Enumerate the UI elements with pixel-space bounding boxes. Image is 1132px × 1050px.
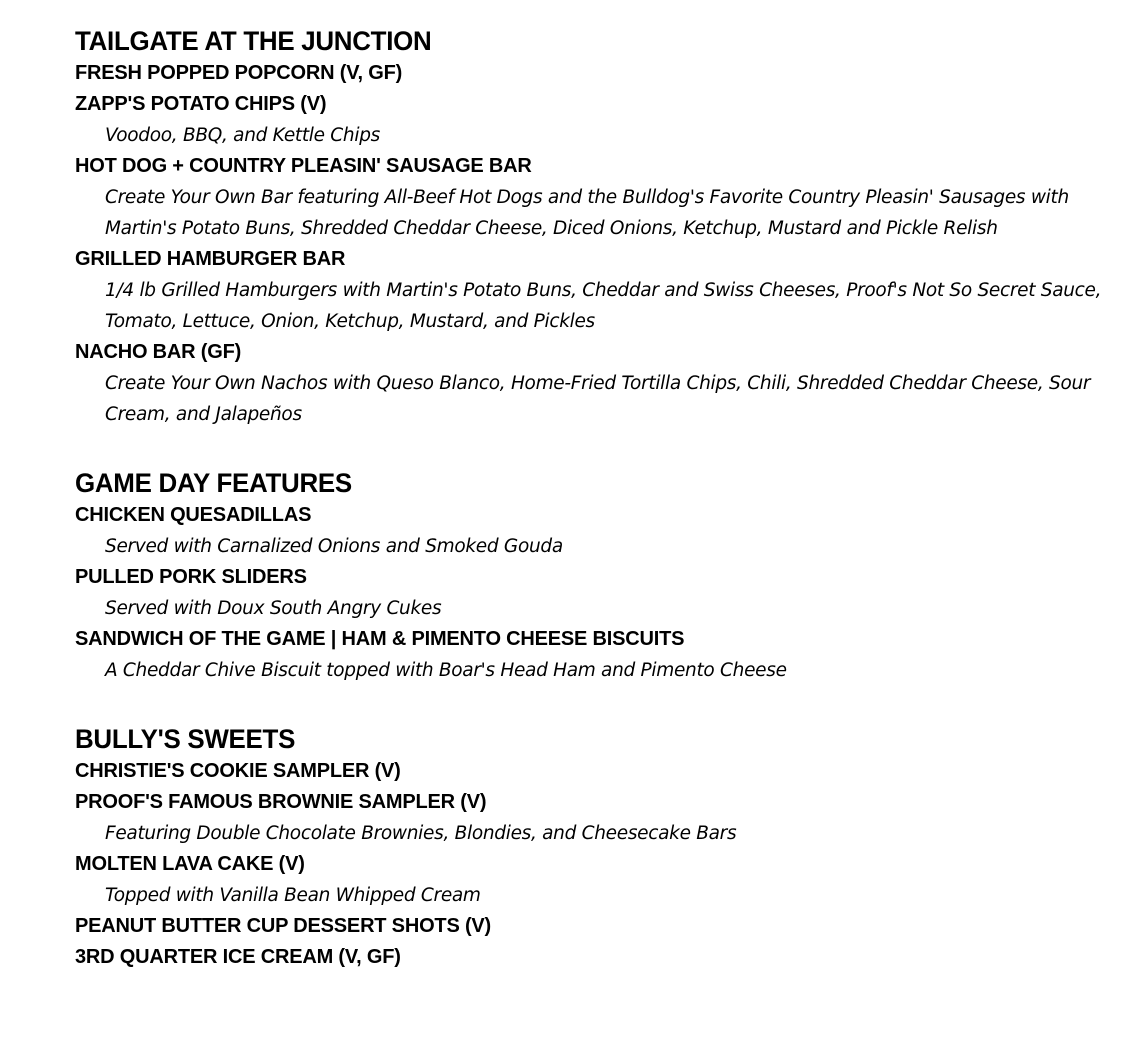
menu-section-sweets [75, 722, 1105, 973]
menu-item-name: GRILLED HAMBURGER BAR [75, 248, 346, 270]
menu-item-name: HOT DOG + COUNTRY PLEASIN' SAUSAGE BAR [75, 155, 532, 177]
menu-item-name: MOLTEN LAVA CAKE (V) [75, 853, 305, 875]
menu-item-name: ZAPP'S POTATO CHIPS (V) [75, 93, 327, 115]
menu-item-description: Served with Carnalized Onions and Smoked Gouda [105, 536, 563, 557]
menu-item-name: PROOF'S FAMOUS BROWNIE SAMPLER (V) [75, 791, 487, 813]
menu-item-name: PEANUT BUTTER CUP DESSERT SHOTS (V) [75, 915, 491, 937]
section-title: BULLY'S SWEETS [75, 724, 296, 754]
menu-item-description: A Cheddar Chive Biscuit topped with Boar's Head Ham and Pimento Cheese [105, 660, 787, 681]
menu-item-name: PULLED PORK SLIDERS [75, 566, 307, 588]
menu-item-description: Create Your Own Nachos with Queso Blanco, Home-Fried Tortilla Chips, Chili, Shredded Cheddar Cheese, Sour Cream, and Jalapeños [105, 373, 1091, 425]
menu-item-name: CHRISTIE'S COOKIE SAMPLER (V) [75, 760, 401, 782]
menu-item-description: Create Your Own Bar featuring All-Beef Hot Dogs and the Bulldog's Favorite Country Pleasin' Sausages with Martin's Potato Buns, Shredded Cheddar Cheese, Diced Onions, Ketchup, Mustard and Pickle Relish [105, 187, 1069, 239]
menu-section-game-day [75, 466, 1105, 686]
section-title: GAME DAY FEATURES [75, 468, 352, 498]
menu-item-description: Served with Doux South Angry Cukes [105, 598, 442, 619]
menu-item-description: Voodoo, BBQ, and Kettle Chips [105, 125, 380, 146]
menu-item-description: Topped with Vanilla Bean Whipped Cream [105, 885, 481, 906]
menu-section-tailgate [75, 24, 1105, 430]
menu-item-name: NACHO BAR (GF) [75, 341, 242, 363]
section-title: TAILGATE AT THE JUNCTION [75, 26, 432, 56]
menu-item-name: FRESH POPPED POPCORN (V, GF) [75, 62, 403, 84]
menu-item-description: 1/4 lb Grilled Hamburgers with Martin's Potato Buns, Cheddar and Swiss Cheeses, Proof's Not So Secret Sauce, Tomato, Lettuce, Onion, Ketchup, Mustard, and Pickles [105, 280, 1102, 332]
menu-item-name: CHICKEN QUESADILLAS [75, 504, 312, 526]
menu-item-name: 3RD QUARTER ICE CREAM (V, GF) [75, 946, 401, 968]
menu-document [75, 24, 1105, 973]
menu-item-description: Featuring Double Chocolate Brownies, Blondies, and Cheesecake Bars [105, 823, 737, 844]
menu-item-name: SANDWICH OF THE GAME | HAM & PIMENTO CHEESE BISCUITS [75, 628, 685, 650]
